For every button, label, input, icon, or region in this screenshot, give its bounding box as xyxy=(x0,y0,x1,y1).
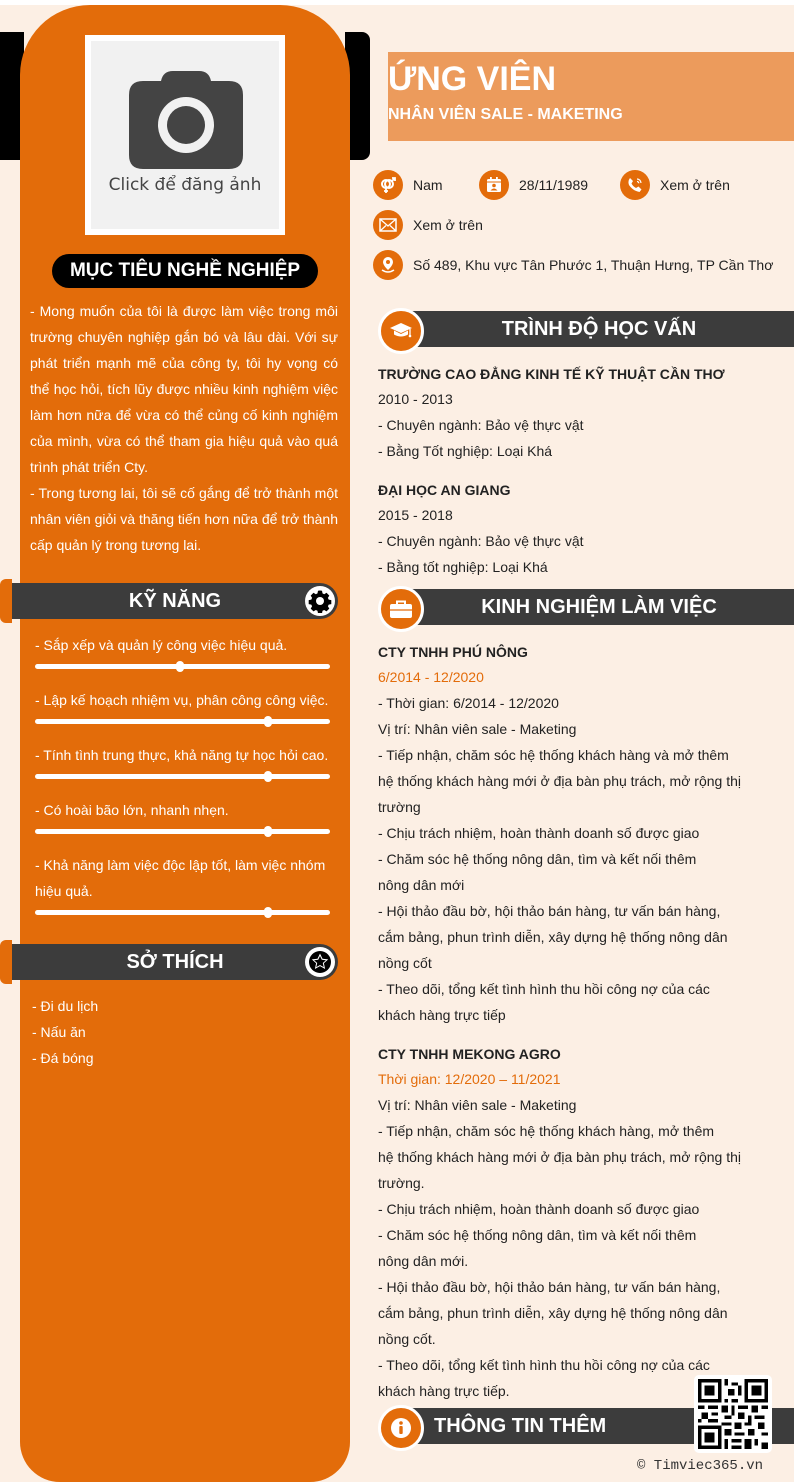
education-header xyxy=(380,311,794,347)
experience-item xyxy=(378,1042,778,1404)
experience-item xyxy=(378,640,778,1028)
company-name: CTY TNHH PHÚ NÔNG xyxy=(378,644,528,660)
skill-label: - Có hoài bão lớn, nhanh nhẹn. xyxy=(35,802,229,818)
skill-slider-knob[interactable] xyxy=(264,716,272,727)
extra-info-title: THÔNG TIN THÊM xyxy=(404,1408,794,1444)
skills-title: KỸ NĂNG xyxy=(128,590,222,612)
skills-list xyxy=(35,632,335,933)
hobby-item: - Đi du lịch xyxy=(32,998,99,1014)
cv-page xyxy=(0,5,794,1482)
experience-line: Vị trí: Nhân viên sale - Maketing xyxy=(378,721,577,737)
skill-label: - Lập kế hoạch nhiệm vụ, phân công công việc. xyxy=(35,692,329,708)
copyright: © Timviec365.vn xyxy=(637,1458,764,1474)
experience-line: - Hội thảo đầu bờ, hội thảo bán hàng, tư vấn bán hàng, xyxy=(378,1279,721,1295)
experience-line: - Tiếp nhận, chăm sóc hệ thống khách hàng, mở thêm xyxy=(378,1123,715,1139)
experience-line: nông dân mới xyxy=(378,877,465,893)
experience-line: trường xyxy=(378,799,421,815)
education-period: 2015 - 2018 xyxy=(378,507,453,523)
hobbies-title: SỞ THÍCH xyxy=(126,951,224,973)
contact-birthday xyxy=(479,170,588,200)
skill-item xyxy=(35,742,335,779)
birthday-value: 28/11/1989 xyxy=(519,177,589,193)
qr-code xyxy=(694,1375,772,1453)
contact-email xyxy=(373,210,483,240)
education-line: - Chuyên ngành: Bảo vệ thực vật xyxy=(378,417,584,433)
experience-period: Thời gian: 12/2020 – 11/2021 xyxy=(378,1071,561,1087)
objective-text xyxy=(30,298,338,558)
skill-slider-knob[interactable] xyxy=(264,826,272,837)
gender-icon xyxy=(373,170,403,200)
skill-label: - Sắp xếp và quản lý công việc hiệu quả. xyxy=(35,637,288,653)
education-line: - Chuyên ngành: Bảo vệ thực vật xyxy=(378,533,584,549)
contact-address xyxy=(373,250,773,280)
experience-line: nồng cốt. xyxy=(378,1331,436,1347)
experience-line: - Tiếp nhận, chăm sóc hệ thống khách hàng và mở thêm xyxy=(378,747,729,763)
sidebar xyxy=(20,5,350,1482)
location-pin-icon xyxy=(373,250,403,280)
skill-item xyxy=(35,632,335,669)
education-item xyxy=(378,362,778,464)
skill-slider[interactable] xyxy=(35,719,330,724)
skill-slider[interactable] xyxy=(35,910,330,915)
address-value: Số 489, Khu vực Tân Phước 1, Thuận Hưng, TP Cần Thơ xyxy=(413,257,774,273)
company-name: CTY TNHH MEKONG AGRO xyxy=(378,1046,561,1062)
phone-value: Xem ở trên xyxy=(660,177,730,193)
education-period: 2010 - 2013 xyxy=(378,391,453,407)
header-tab xyxy=(0,940,12,984)
gender-value: Nam xyxy=(413,177,443,193)
experience-line: nông dân mới. xyxy=(378,1253,469,1269)
contact-phone xyxy=(620,170,730,200)
name-header xyxy=(388,52,794,141)
objective-paragraph: - Mong muốn của tôi là được làm việc trong môi trường chuyên nghiệp gắn bó và lâu dài. Với sự phát triển mạnh mẽ của công ty, tôi hy vọng có thể học hỏi, tích lũy được nhiều kinh nghiệm việc làm hơn nữa để vừa có thể củng cố kinh nghiệm của mình, vừa có thể tham gia hiệu quả vào quá trình phát triển Cty. xyxy=(30,303,338,475)
skill-slider-knob[interactable] xyxy=(176,661,184,672)
skill-slider-knob[interactable] xyxy=(264,907,272,918)
hobby-item: - Đá bóng xyxy=(32,1050,94,1066)
skill-slider-knob[interactable] xyxy=(264,771,272,782)
experience-line: khách hàng trực tiếp. xyxy=(378,1383,510,1399)
contact-gender xyxy=(373,170,443,200)
experience-header xyxy=(380,589,794,625)
hobby-item: - Nấu ăn xyxy=(32,1024,86,1040)
experience-line: - Chịu trách nhiệm, hoàn thành doanh số được giao xyxy=(378,825,700,841)
skill-label: - Tính tình trung thực, khả năng tự học hỏi cao. xyxy=(35,747,329,763)
photo-upload-label: Click để đăng ảnh xyxy=(108,175,262,195)
experience-line: Vị trí: Nhân viên sale - Maketing xyxy=(378,1097,577,1113)
education-title: TRÌNH ĐỘ HỌC VẤN xyxy=(404,311,794,347)
experience-line: hệ thống khách hàng mới ở địa bàn phụ trách, mở rộng thị xyxy=(378,773,741,789)
photo-upload[interactable] xyxy=(85,35,285,235)
objective-paragraph: - Trong tương lai, tôi sẽ cố gắng để trở thành một nhân viên giỏi và thăng tiến hơn nữa để trở thành cấp quản lý trong tương lai. xyxy=(30,485,338,553)
objective-title: MỤC TIÊU NGHỀ NGHIỆP xyxy=(52,254,318,288)
skill-item xyxy=(35,687,335,724)
star-icon xyxy=(305,947,335,977)
experience-line: - Theo dõi, tổng kết tình hình thu hồi công nợ của các xyxy=(378,981,710,997)
email-value: Xem ở trên xyxy=(413,217,483,233)
experience-line: cắm bảng, phun trình diễn, xây dựng hệ thống nông dân xyxy=(378,929,728,945)
phone-icon xyxy=(620,170,650,200)
school-name: ĐẠI HỌC AN GIANG xyxy=(378,482,511,498)
hobbies-list xyxy=(32,993,98,1071)
briefcase-icon xyxy=(378,586,424,632)
experience-line: khách hàng trực tiếp xyxy=(378,1007,506,1023)
job-title: NHÂN VIÊN SALE - MAKETING xyxy=(388,106,623,123)
experience-line: - Chịu trách nhiệm, hoàn thành doanh số được giao xyxy=(378,1201,700,1217)
calendar-icon xyxy=(479,170,509,200)
skill-slider[interactable] xyxy=(35,664,330,669)
skills-header xyxy=(12,583,338,619)
education-line: - Bằng tốt nghiệp: Loại Khá xyxy=(378,559,548,575)
skill-slider[interactable] xyxy=(35,829,330,834)
experience-line: hệ thống khách hàng mới ở địa bàn phụ trách, mở rộng thị xyxy=(378,1149,741,1165)
skill-item xyxy=(35,852,335,915)
experience-period: 6/2014 - 12/2020 xyxy=(378,669,484,685)
education-item xyxy=(378,478,778,580)
header-tab xyxy=(0,579,12,623)
graduation-cap-icon xyxy=(378,308,424,354)
hobbies-header xyxy=(12,944,338,980)
school-name: TRƯỜNG CAO ĐẲNG KINH TẾ KỸ THUẬT CẦN THƠ xyxy=(378,366,725,382)
skill-label: - Khả năng làm việc độc lập tốt, làm việc nhóm hiệu quả. xyxy=(35,857,326,899)
info-icon xyxy=(378,1405,424,1451)
skill-item xyxy=(35,797,335,834)
experience-line: - Thời gian: 6/2014 - 12/2020 xyxy=(378,695,559,711)
experience-line: - Theo dõi, tổng kết tình hình thu hồi công nợ của các xyxy=(378,1357,710,1373)
skill-slider[interactable] xyxy=(35,774,330,779)
candidate-name: ỨNG VIÊN xyxy=(388,60,557,98)
experience-line: trường. xyxy=(378,1175,425,1191)
experience-line: - Hội thảo đầu bờ, hội thảo bán hàng, tư vấn bán hàng, xyxy=(378,903,721,919)
camera-icon xyxy=(129,69,243,169)
experience-title: KINH NGHIỆM LÀM VIỆC xyxy=(404,589,794,625)
experience-line: cắm bảng, phun trình diễn, xây dựng hệ thống nông dân xyxy=(378,1305,728,1321)
envelope-icon xyxy=(373,210,403,240)
education-line: - Bằng Tốt nghiệp: Loại Khá xyxy=(378,443,553,459)
experience-line: - Chăm sóc hệ thống nông dân, tìm và kết nối thêm xyxy=(378,1227,697,1243)
gear-icon xyxy=(305,586,335,616)
experience-line: - Chăm sóc hệ thống nông dân, tìm và kết nối thêm xyxy=(378,851,697,867)
experience-line: nồng cốt xyxy=(378,955,432,971)
